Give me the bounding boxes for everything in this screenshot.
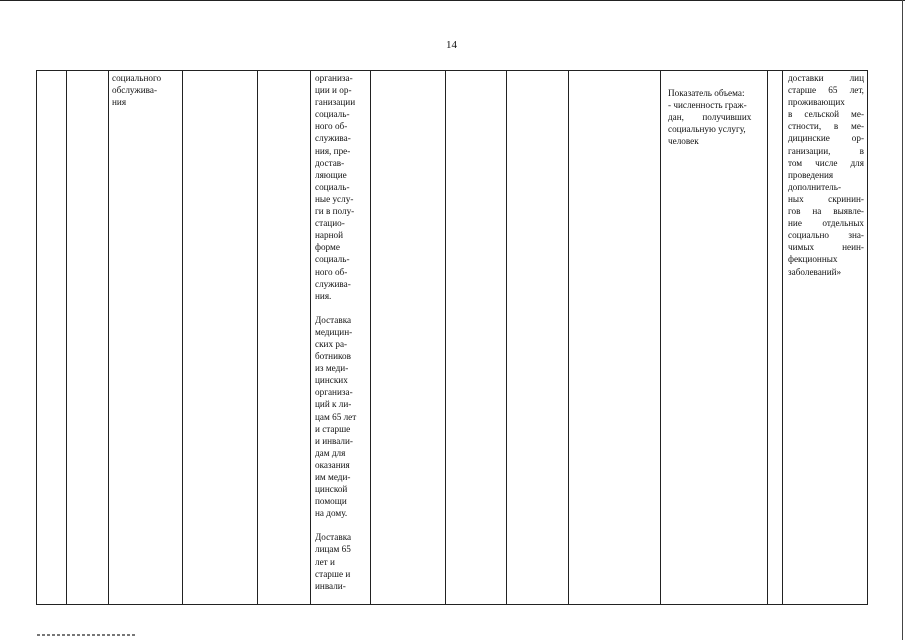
word: дицинские <box>788 133 830 144</box>
text-line: Доставка <box>315 314 352 325</box>
text-line: на дому. <box>315 508 348 519</box>
table-column-line <box>182 71 183 604</box>
indicator-cell <box>668 87 764 147</box>
table-column-line <box>568 71 569 604</box>
text-line: социаль- <box>315 181 350 192</box>
text-line: лет и <box>315 556 335 567</box>
provider-paragraph-2 <box>315 314 356 520</box>
text-line: инвали- <box>315 580 346 591</box>
text-line: дам для <box>315 447 346 458</box>
text-line: нарной <box>315 230 344 241</box>
document-table <box>36 70 868 605</box>
text-line <box>788 120 864 132</box>
text-line: служива- <box>315 133 351 144</box>
text-line: проведения <box>788 169 834 180</box>
text-line: - численность граж- <box>668 100 747 111</box>
word: том <box>788 157 803 168</box>
text-line: ния <box>112 97 127 108</box>
text-line: цинской <box>315 484 348 495</box>
provider-paragraph-3 <box>315 531 356 591</box>
page-right-border <box>902 0 903 640</box>
text-line <box>788 193 864 205</box>
text-line <box>788 157 864 169</box>
word: ор- <box>851 133 864 144</box>
word: 65 <box>828 85 838 96</box>
text-line: ганизации <box>315 97 356 108</box>
text-line: и инвали- <box>315 435 353 446</box>
word: доставки <box>788 73 824 83</box>
word: скринин- <box>828 193 864 204</box>
text-line: Доставка <box>315 532 352 543</box>
word: лиц <box>849 73 864 83</box>
word: выявле- <box>833 206 864 217</box>
text-line: человек <box>668 136 699 147</box>
table-column-line <box>782 71 783 604</box>
text-line: Показатель объема: <box>668 88 745 98</box>
text-line: достав- <box>315 157 345 168</box>
word: стности, <box>788 121 822 132</box>
text-line: ботников <box>315 351 351 362</box>
word: сельской <box>804 109 840 120</box>
word: ме- <box>851 109 864 120</box>
text-line <box>788 145 864 157</box>
text-line: помощи <box>315 496 347 507</box>
text-line <box>788 84 864 96</box>
note-cell <box>788 72 864 278</box>
service-name-cell <box>112 72 161 108</box>
text-line: им меди- <box>315 472 351 482</box>
word: лет, <box>849 85 864 96</box>
word: отдельных <box>822 218 864 229</box>
text-line <box>788 241 864 253</box>
scan-artifact-footer <box>37 634 137 636</box>
table-column-line <box>445 71 446 604</box>
word: для <box>850 157 864 168</box>
text-line: организа- <box>315 387 353 398</box>
text-line: ния. <box>315 290 332 301</box>
page-number: 14 <box>446 39 457 51</box>
word: ганизации, <box>788 145 831 156</box>
text-line: социального <box>112 73 162 83</box>
word: ных <box>788 193 804 204</box>
text-line <box>788 108 864 120</box>
table-column-line <box>36 71 37 604</box>
word: ние <box>788 218 802 229</box>
word: ме- <box>851 121 864 132</box>
text-line: ги в полу- <box>315 206 355 217</box>
text-line: дан, получивших <box>668 112 752 123</box>
text-line: старше и <box>315 568 351 579</box>
table-column-line <box>506 71 507 604</box>
text-line: проживающих <box>788 97 845 108</box>
table-column-line <box>767 71 768 604</box>
text-line: фекционных <box>788 254 838 265</box>
word: социально <box>788 230 829 241</box>
text-line: ляющие <box>315 169 347 180</box>
text-line: цинских <box>315 375 348 386</box>
text-line: ния, пре- <box>315 145 351 156</box>
word: числе <box>815 157 838 168</box>
word: в <box>859 145 864 156</box>
text-line: социаль- <box>315 254 350 265</box>
table-column-line <box>257 71 258 604</box>
text-line: социальную услугу, <box>668 124 746 135</box>
text-line <box>788 72 864 84</box>
table-column-line <box>867 71 868 604</box>
text-line: лицам 65 <box>315 544 351 555</box>
page-top-border <box>0 0 905 1</box>
table-column-line <box>66 71 67 604</box>
text-line: ного об- <box>315 121 348 132</box>
text-line: служива- <box>315 278 351 289</box>
text-line <box>788 229 864 241</box>
text-line: стацио- <box>315 218 345 229</box>
text-line: и старше <box>315 423 351 434</box>
text-line: из меди- <box>315 363 349 374</box>
word: старше <box>788 85 817 96</box>
text-line <box>788 205 864 217</box>
text-line: ции и ор- <box>315 85 352 96</box>
text-line: ного об- <box>315 266 348 277</box>
text-line: медицин- <box>315 326 353 337</box>
word: на <box>812 206 822 217</box>
word: в <box>833 121 839 132</box>
text-line: дополнитель- <box>788 181 842 192</box>
word: зна- <box>848 230 864 241</box>
word: чимых <box>788 242 815 253</box>
text-line: социаль- <box>315 109 350 120</box>
text-line: форме <box>315 242 340 253</box>
provider-cell <box>315 72 356 592</box>
table-column-line <box>310 71 311 604</box>
text-line <box>788 132 864 144</box>
text-line: ные услу- <box>315 193 354 204</box>
text-line: оказания <box>315 459 350 470</box>
text-line: цам 65 лет <box>315 411 357 422</box>
text-line: обслужива- <box>112 85 158 96</box>
table-column-line <box>108 71 109 604</box>
word: в <box>788 109 793 120</box>
text-line: ций к ли- <box>315 399 352 410</box>
text-line: заболеваний» <box>788 266 842 277</box>
word: гов <box>788 206 801 217</box>
word: неин- <box>842 242 864 253</box>
text-line: организа- <box>315 73 353 83</box>
text-line <box>788 217 864 229</box>
provider-paragraph-1 <box>315 72 356 302</box>
text-line: ских ра- <box>315 338 348 349</box>
table-column-line <box>660 71 661 604</box>
table-column-line <box>370 71 371 604</box>
